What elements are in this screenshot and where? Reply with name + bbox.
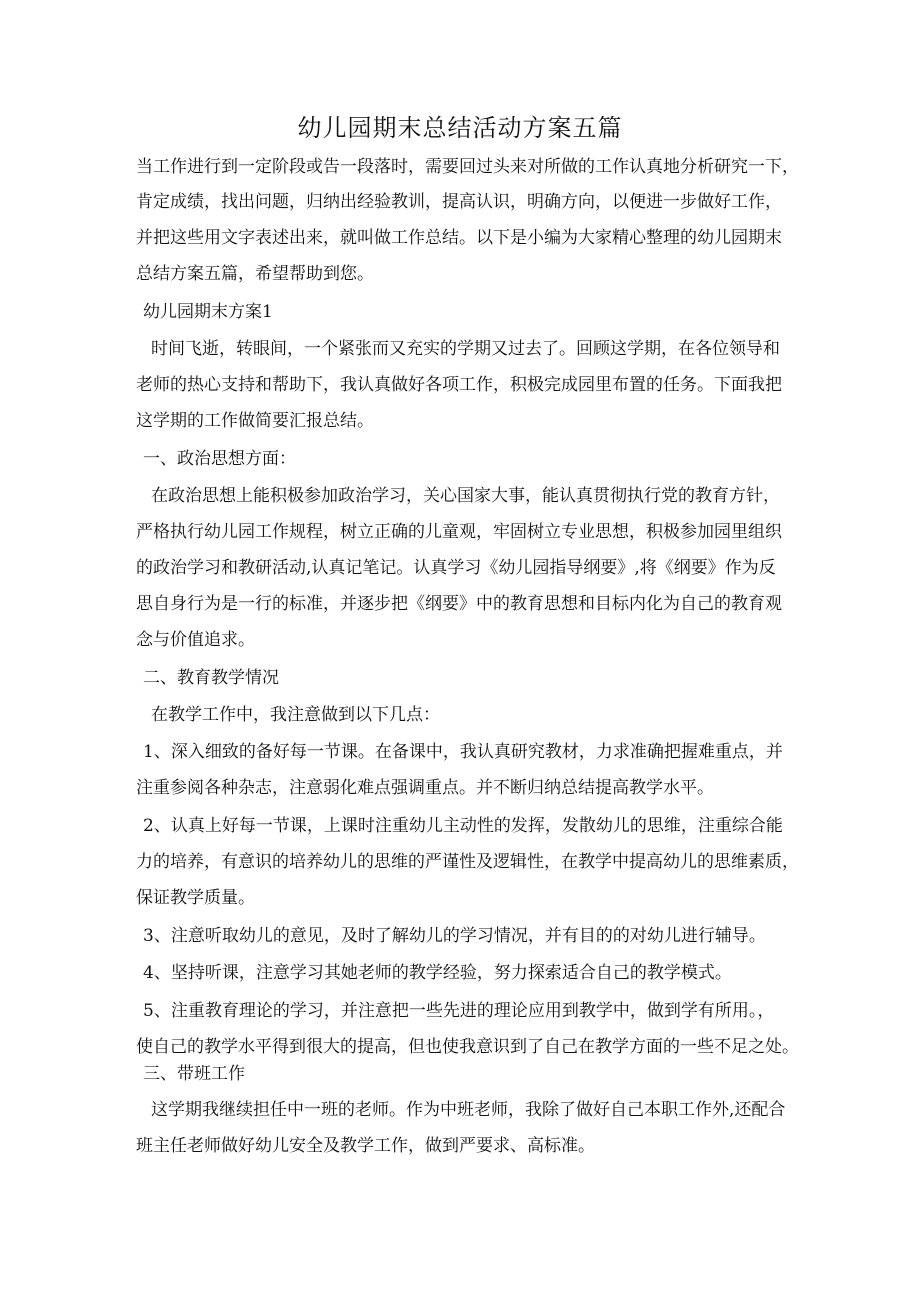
heading-class-work: 三、带班工作 — [143, 1064, 245, 1084]
item5-line-2: 使自己的教学水平得到很大的提高，但也使我意识到了自己在教学方面的一些不足之处。 — [136, 1037, 799, 1057]
para2-line-5: 念与价值追求。 — [136, 630, 255, 650]
para4-line-2: 班主任老师做好幼儿安全及教学工作，做到严要求、高标准。 — [136, 1136, 595, 1156]
intro-line-3: 并把这些用文字表述出来，就叫做工作总结。以下是小编为大家精心整理的幼儿园期末 — [136, 228, 782, 248]
intro-line-2: 肯定成绩，找出问题，归纳出经验教训，提高认识，明确方向，以便进一步做好工作， — [136, 192, 782, 212]
item1-line-1: 1、深入细致的备好每一节课。在备课中，我认真研究教材，力求准确把握难重点，并 — [143, 742, 783, 762]
section-heading: 幼儿园期末方案1 — [143, 302, 273, 322]
intro-line-1: 当工作进行到一定阶段或告一段落时，需要回过头来对所做的工作认真地分析研究一下， — [136, 157, 799, 177]
para1-line-1: 时间飞逝，转眼间，一个紧张而又充实的学期又过去了。回顾这学期，在各位领导和 — [151, 339, 780, 359]
para2-line-3: 的政治学习和教研活动,认真记笔记。认真学习《幼儿园指导纲要》,将《纲要》作为反 — [136, 558, 776, 578]
item2-line-3: 保证教学质量。 — [136, 888, 255, 908]
document-title: 幼儿园期末总结活动方案五篇 — [297, 114, 623, 142]
para1-line-3: 这学期的工作做简要汇报总结。 — [136, 411, 374, 431]
heading-teaching: 二、教育教学情况 — [143, 668, 279, 688]
intro-line-4: 总结方案五篇，希望帮助到您。 — [136, 264, 374, 284]
item2-line-1: 2、认真上好每一节课，上课时注重幼儿主动性的发挥，发散幼儿的思维，注重综合能 — [143, 816, 783, 836]
item3-line-1: 3、注意听取幼儿的意见，及时了解幼儿的学习情况，并有目的的对幼儿进行辅导。 — [143, 926, 766, 946]
para3-line-1: 在教学工作中，我注意做到以下几点： — [151, 705, 440, 725]
para4-line-1: 这学期我继续担任中一班的老师。作为中班老师，我除了做好自己本职工作外,还配合 — [151, 1100, 786, 1120]
para2-line-1: 在政治思想上能积极参加政治学习，关心国家大事，能认真贯彻执行党的教育方针， — [151, 486, 780, 506]
heading-politics: 一、政治思想方面： — [143, 449, 296, 469]
item1-line-2: 注重参阅各种杂志，注意弱化难点强调重点。并不断归纳总结提高教学水平。 — [136, 778, 714, 798]
item2-line-2: 力的培养，有意识的培养幼儿的思维的严谨性及逻辑性，在教学中提高幼儿的思维素质， — [136, 852, 799, 872]
item4-line-1: 4、坚持听课，注意学习其她老师的教学经验，努力探索适合自己的教学模式。 — [143, 963, 732, 983]
item5-line-1: 5、注重教育理论的学习，并注意把一些先进的理论应用到教学中，做到学有所用。， — [143, 1001, 775, 1021]
para2-line-4: 思自身行为是一行的标准，并逐步把《纲要》中的教育思想和目标内化为自己的教育观 — [136, 594, 782, 614]
para2-line-2: 严格执行幼儿园工作规程，树立正确的儿童观，牢固树立专业思想，积极参加园里组织 — [136, 522, 782, 542]
para1-line-2: 老师的热心支持和帮助下，我认真做好各项工作，积极完成园里布置的任务。下面我把 — [136, 375, 782, 395]
